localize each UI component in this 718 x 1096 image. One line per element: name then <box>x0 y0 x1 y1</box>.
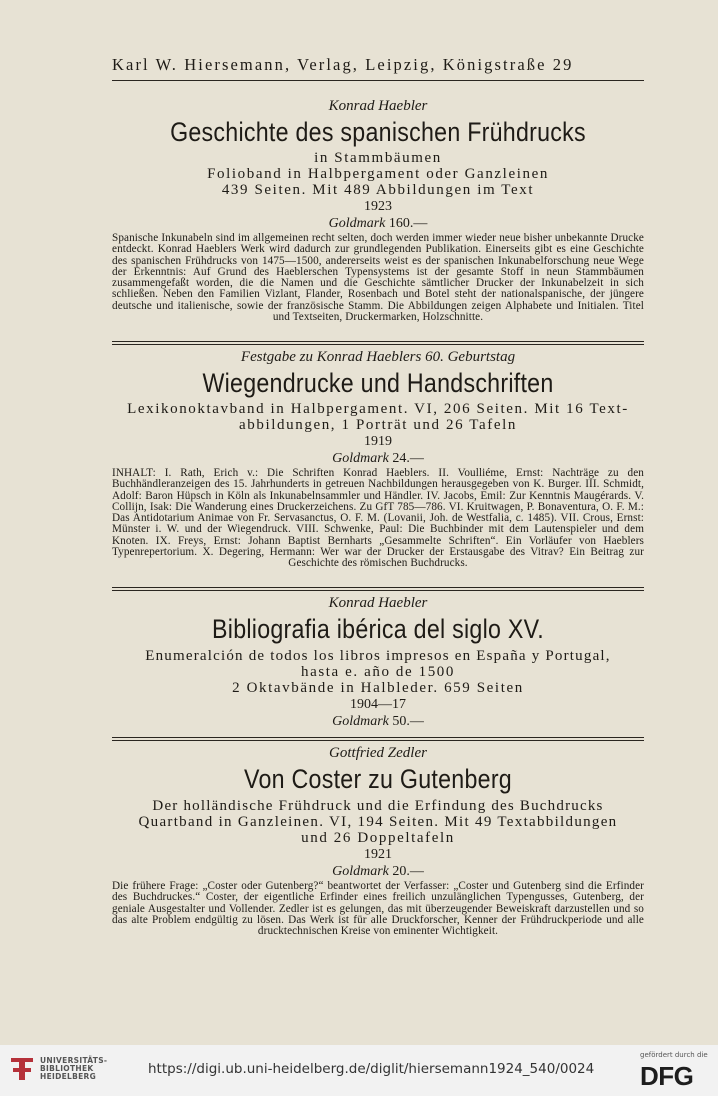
entry-divider <box>112 341 644 345</box>
header-rule <box>112 80 644 81</box>
entry-description: Die frühere Frage: „Coster oder Gutenberg?“ beantwortet der Verfasser: „Coster und Gutenberg sind die Erfinder des Buchdruckes.“ Coster, der eigentliche Erfinder eines freilich unzulänglichen Typengusses, Gutenberg, der geniale Ausgestalter und Vollender. Zedler ist es gelungen, das mit überzeugender Beweiskraft darzustellen und so das alte Problem endgültig zu lösen. Das Werk ist für alle Druckforscher, Kenner der Frühdruckperiode und alle drucktechnischen Kreise von eminenter Wichtigkeit. <box>112 880 644 938</box>
entry-subtitle: Der holländische Frühdruck und die Erfindung des Buchdrucks <box>152 798 604 814</box>
entry-year: 1904—17 <box>350 697 406 712</box>
entry-illustrations: abbildungen, 1 Porträt und 26 Tafeln <box>239 417 517 433</box>
entry-price: Goldmark 24.— <box>332 451 424 466</box>
entry-year: 1919 <box>364 434 392 449</box>
entry-subtitle: Enumeralción de todos los libros impresos en España y Portugal, <box>145 648 611 664</box>
entry-2 <box>112 348 644 570</box>
dfg-logo: DFG <box>640 1061 694 1091</box>
entry-binding: Lexikonoktavband in Halbpergament. VI, 206 Seiten. Mit 16 Text- <box>127 401 629 417</box>
entry-4 <box>112 744 644 937</box>
entry-3 <box>112 594 644 731</box>
entry-binding: Folioband in Halbpergament oder Ganzleinen <box>207 166 549 182</box>
entry-author: Festgabe zu Konrad Haeblers 60. Geburtstag <box>240 349 516 365</box>
entry-description: INHALT: I. Rath, Erich v.: Die Schriften Konrad Haeblers. II. Voulliéme, Ernst: Nachträge zu den Buchhändleranzeigen des 15. Jahrhunderts in getreuen Nachbildungen herausgegeben von K. Burger. III. Schmidt, Adolf: Baron Hüpsch in Köln als Inkunabelnsammler und Händler. IV. Jacobs, Emil: Zur Kenntnis Maugérards. V. Collijn, Isak: Die Wanderung eines Druckerzeichens. Zu GfT 785—786. VI. Kruitwagen, P. Bonaventura, O. F. M.: Das Antidotarium Animae von Fr. Servasanctus, O. F. M. (Lovanii, Joh. de Westfalia, c. 1485). VII. Crous, Ernst: Münster i. W. und der Wiegendruck. VIII. Schwenke, Paul: Die Buchbinder mit dem Lautenspieler und dem Knoten. IX. Freys, Ernst: Johann Baptist Bernharts „Gesammelte Schriften“. Ein Vorläufer von Haeblers Typenrepertorium. X. Degering, Hermann: Wer war der Drucker der Erstausgabe des Vitrav? Ein Beitrag zur Geschichte des römischen Buchdrucks. <box>112 467 644 570</box>
entry-divider <box>112 587 644 591</box>
viewer-footer <box>0 1045 718 1096</box>
funding-note: gefördert durch die <box>640 1051 708 1059</box>
entry-price: Goldmark 160.— <box>328 216 428 231</box>
page-url-link[interactable]: https://digi.ub.uni-heidelberg.de/diglit/hiersemann1924_540/0024 <box>148 1061 595 1077</box>
entry-price: Goldmark 50.— <box>332 714 424 729</box>
entry-pages: 439 Seiten. Mit 489 Abbildungen im Text <box>221 182 535 198</box>
entry-description: Spanische Inkunabeln sind im allgemeinen recht selten, doch werden immer wieder neue bisher unbekannte Drucke entdeckt. Konrad Haeblers Werk wird dadurch zur grundlegenden Publikation. Einerseits gibt es eine Geschichte des spanischen Frühdrucks von 1475—1500, andererseits weist es der spanischen Inkunabelforschung neue Wege der Erkenntnis: Auf Grund des Haeblerschen Typensystems ist der gesamte Stoff in neun Stammbäumen zusammengefaßt worden, die die Namen und die Geschichte sämtlicher Drucker der Inkunabelzeit in sich schließen. Neben den Familien Vizlant, Flander, Rosenbach und Botel steht der nationalspanische, der jüngere deutsche und italienische, sowie der französische Stamm. Die Abbildungen zeigen Alphabete und Initialen. Titel und Textseiten, Druckermarken, Holzschnitte. <box>112 232 644 324</box>
university-seal-icon <box>9 1054 35 1084</box>
entry-author: Konrad Haebler <box>328 98 428 114</box>
entry-binding: 2 Oktavbände in Halbleder. 659 Seiten <box>232 680 524 696</box>
entry-year: 1921 <box>364 847 392 862</box>
entry-year: 1923 <box>364 199 392 214</box>
entry-author: Konrad Haebler <box>328 595 428 611</box>
entry-title: Bibliografia ibérica del siglo XV. <box>212 614 544 644</box>
entry-1 <box>112 97 644 323</box>
entry-plates: und 26 Doppeltafeln <box>301 830 455 846</box>
entry-author: Gottfried Zedler <box>329 745 427 761</box>
entry-subtitle: in Stammbäumen <box>314 150 442 166</box>
entry-divider <box>112 737 644 741</box>
university-name: UNIVERSITÄTS- BIBLIOTHEK HEIDELBERG <box>40 1056 108 1081</box>
entry-title: Von Coster zu Gutenberg <box>244 764 512 794</box>
page-header: Karl W. Hiersemann, Verlag, Leipzig, Königstraße 29 <box>112 55 574 74</box>
entry-price: Goldmark 20.— <box>332 864 424 879</box>
entry-title: Geschichte des spanischen Frühdrucks <box>170 117 586 147</box>
entry-title: Wiegendrucke und Handschriften <box>202 368 554 398</box>
entry-subtitle-2: hasta e. año de 1500 <box>300 664 456 680</box>
entry-binding: Quartband in Ganzleinen. VI, 194 Seiten. Mit 49 Textabbildungen <box>138 814 618 830</box>
